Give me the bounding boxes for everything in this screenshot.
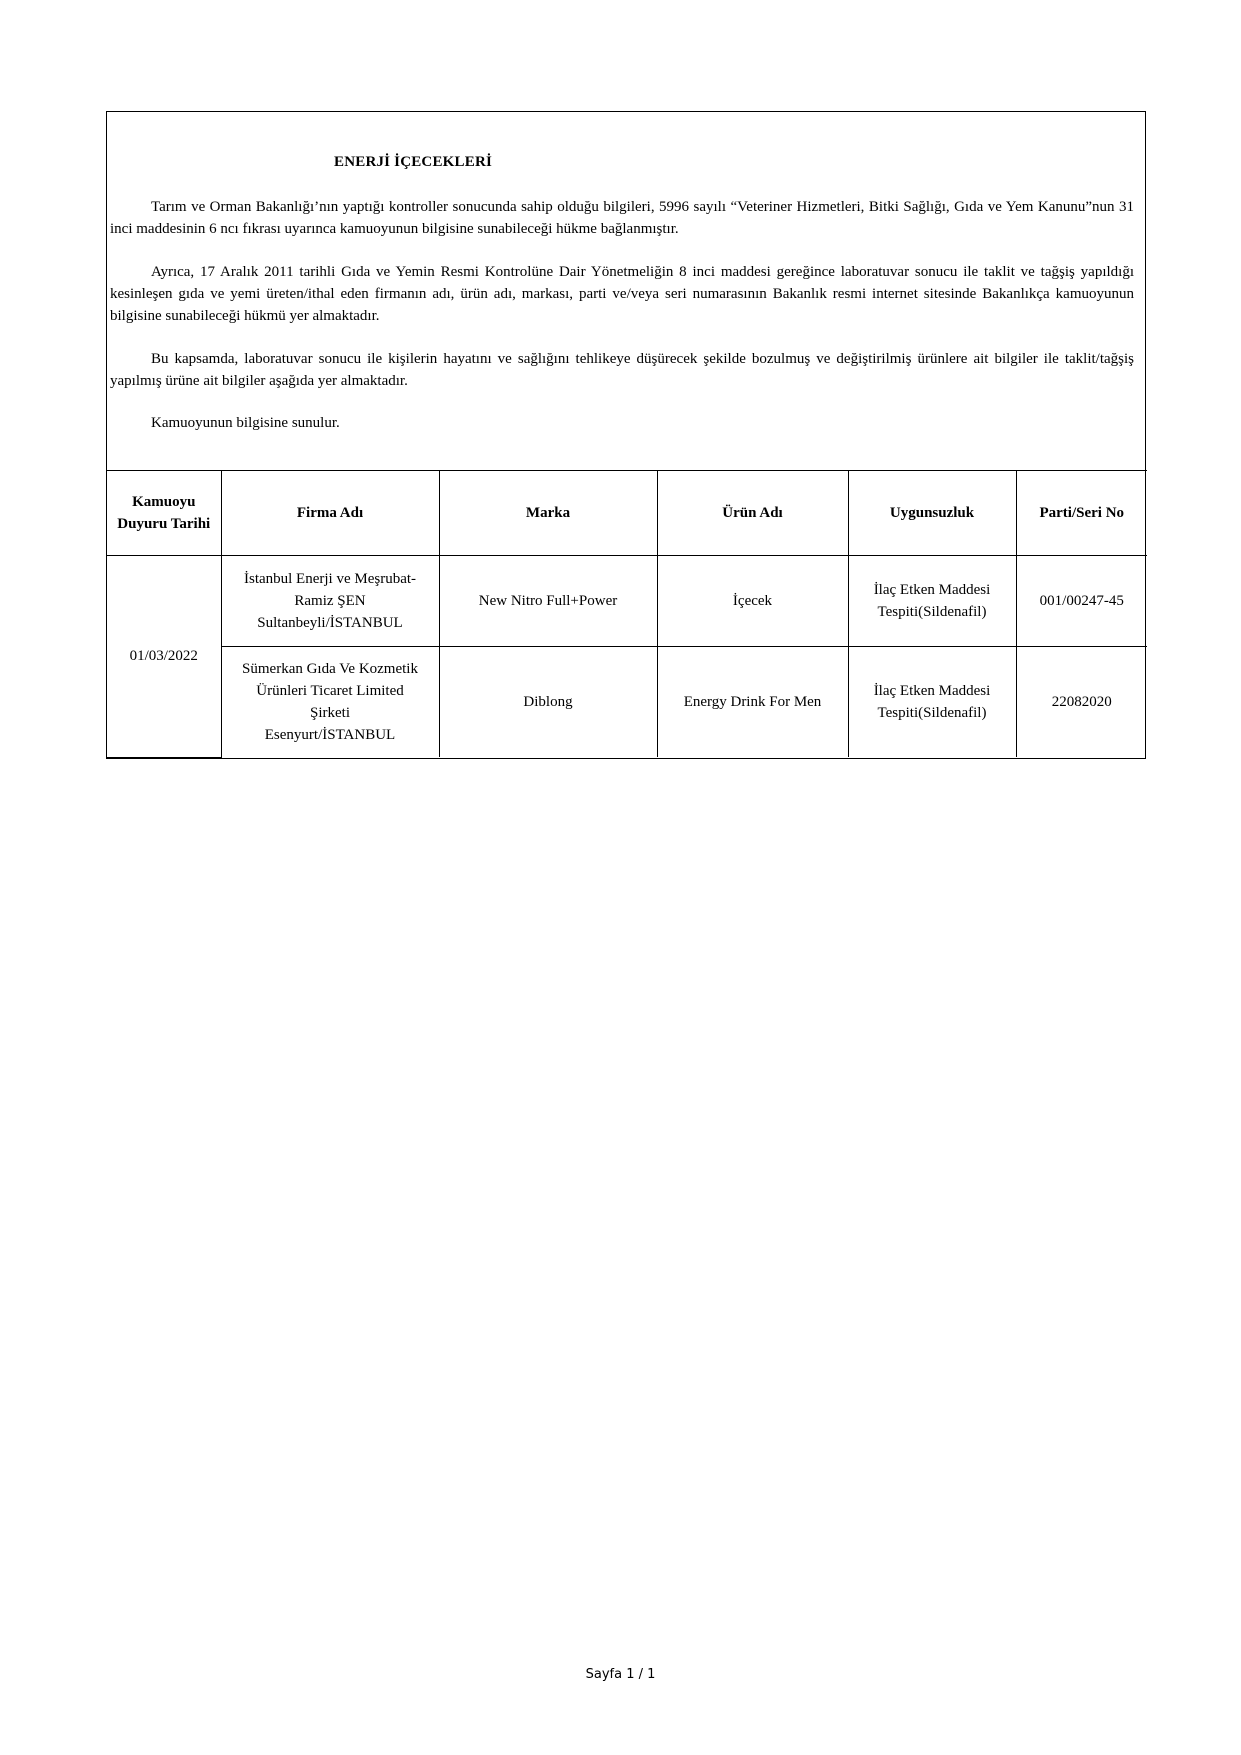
nonconformity-line: Tespiti(Sildenafil) bbox=[877, 705, 987, 721]
paragraph-2: Ayrıca, 17 Aralık 2011 tarihli Gıda ve Yemin Resmi Kontrolüne Dair Yönetmeliğin 8 inci maddesi gereğince laboratuvar sonucu ile taklit ve tağşiş yapıldığı kesinleşen gıda ve yemi üreten/ithal eden firmanın adı, ürün adı, markası, parti ve/veya seri numarasının Bakanlık resmi internet sitesinde Bakanlıkça kamuoyunun bilgisine sunabileceği hükmü yer almaktadır. bbox=[110, 264, 1134, 324]
paragraph-3: Bu kapsamda, laboratuvar sonucu ile kişilerin hayatını ve sağlığını tehlikeye düşürecek şekilde bozulmuş ve değiştirilmiş ürünlere ait bilgiler ile taklit/tağşiş yapılmış ürüne ait bilgiler aşağıda yer almaktadır. bbox=[110, 351, 1134, 389]
header-brand: Marka bbox=[439, 471, 657, 556]
paragraph-4: Kamuoyunun bilgisine sunulur. bbox=[151, 415, 340, 431]
header-firm: Firma Adı bbox=[221, 471, 439, 556]
header-nonconformity: Uygunsuzluk bbox=[848, 471, 1016, 556]
announcement-table bbox=[107, 470, 1147, 758]
header-announcement-date bbox=[107, 471, 221, 556]
header-date-line2: Duyuru Tarihi bbox=[117, 516, 211, 532]
intro-section bbox=[107, 112, 1145, 470]
firm-line: Sümerkan Gıda Ve Kozmetik bbox=[242, 661, 418, 677]
page-number: Sayfa 1 / 1 bbox=[585, 1667, 656, 1682]
nonconformity-line: İlaç Etken Maddesi bbox=[873, 582, 991, 598]
firm-cell bbox=[221, 647, 439, 758]
document-title: ENERJİ İÇECEKLERİ bbox=[334, 154, 493, 170]
firm-line: Sultanbeyli/İSTANBUL bbox=[257, 615, 403, 631]
firm-cell bbox=[221, 556, 439, 647]
product-cell: Energy Drink For Men bbox=[657, 647, 848, 758]
header-batch: Parti/Seri No bbox=[1016, 471, 1147, 556]
firm-line: Esenyurt/İSTANBUL bbox=[264, 727, 396, 743]
header-product: Ürün Adı bbox=[657, 471, 848, 556]
batch-cell: 22082020 bbox=[1016, 647, 1147, 758]
nonconformity-line: Tespiti(Sildenafil) bbox=[877, 604, 987, 620]
nonconformity-cell bbox=[848, 556, 1016, 647]
batch-cell: 001/00247-45 bbox=[1016, 556, 1147, 647]
document-box bbox=[106, 111, 1146, 759]
announcement-date-cell: 01/03/2022 bbox=[107, 556, 221, 758]
firm-line: Ramiz ŞEN bbox=[294, 593, 366, 609]
firm-line: Şirketi bbox=[310, 705, 350, 721]
brand-cell: New Nitro Full+Power bbox=[439, 556, 657, 647]
product-cell: İçecek bbox=[657, 556, 848, 647]
firm-line: Ürünleri Ticaret Limited bbox=[256, 683, 404, 699]
firm-line: İstanbul Enerji ve Meşrubat- bbox=[243, 571, 417, 587]
table-header-row bbox=[107, 471, 1147, 556]
nonconformity-line: İlaç Etken Maddesi bbox=[873, 683, 991, 699]
table-row bbox=[107, 556, 1147, 647]
nonconformity-cell bbox=[848, 647, 1016, 758]
table-row bbox=[107, 647, 1147, 758]
brand-cell: Diblong bbox=[439, 647, 657, 758]
paragraph-1: Tarım ve Orman Bakanlığı’nın yaptığı kontroller sonucunda sahip olduğu bilgileri, 5996 sayılı “Veteriner Hizmetleri, Bitki Sağlığı, Gıda ve Yem Kanunu”nun 31 inci maddesinin 6 ncı fıkrası uyarınca kamuoyunun bilgisine sunabileceği hükme bağlanmıştır. bbox=[110, 199, 1134, 237]
header-date-line1: Kamuoyu bbox=[132, 494, 196, 510]
